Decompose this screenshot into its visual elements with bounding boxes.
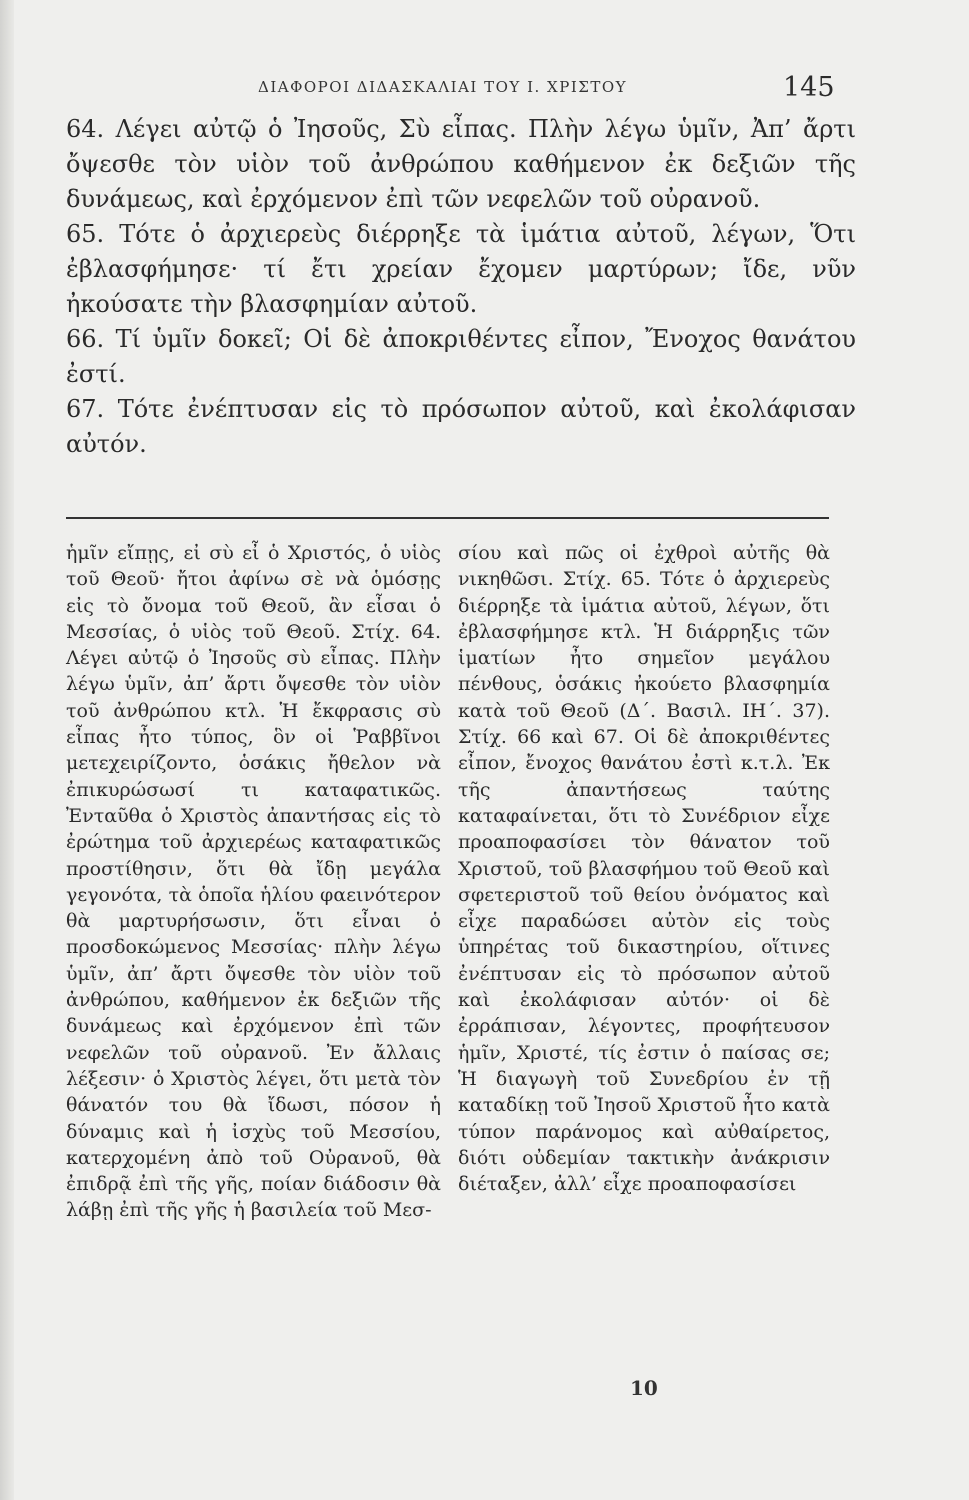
page-edge: [0, 0, 14, 1500]
verse-65: 65. Τότε ὁ ἀρχιερεὺς διέρρηξε τὰ ἱμάτια αὐτοῦ, λέγων, Ὅτι ἐβλασφήμησε· τί ἔτι χρείαν ἔχομεν μαρτύρων; ἴδε, νῦν ἠκούσατε τὴν βλασφημίαν αὐτοῦ.: [66, 220, 856, 318]
verse-66: 66. Τί ὑμῖν δοκεῖ; Οἱ δὲ ἀποκριθέντες εἶπον, Ἔνοχος θανάτου ἐστί.: [66, 325, 856, 388]
section-divider: [66, 517, 829, 519]
verse-64: 64. Λέγει αὐτῷ ὁ Ἰησοῦς, Σὺ εἶπας. Πλὴν λέγω ὑμῖν, Ἀπ’ ἄρτι ὄψεσθε τὸν υἱὸν τοῦ ἀνθρώπου καθήμενον ἐκ δεξιῶν τῆς δυνάμεως, καὶ ἐρχόμενον ἐπὶ τῶν νεφελῶν τοῦ οὐρανοῦ.: [66, 115, 856, 213]
commentary-right-column: [458, 540, 830, 1197]
commentary-left-column: [66, 540, 441, 1224]
verse-67: 67. Τότε ἐνέπτυσαν εἰς τὸ πρόσωπον αὐτοῦ, καὶ ἐκολάφισαν αὐτόν.: [66, 395, 856, 458]
commentary-left-text: ἡμῖν εἴπῃς, εἰ σὺ εἶ ὁ Χριστός, ὁ υἱὸς τοῦ Θεοῦ· ἤτοι ἀφίνω σὲ νὰ ὁμόσῃς εἰς τὸ ὄνομα τοῦ Θεοῦ, ἂν εἶσαι ὁ Μεσσίας, ὁ υἱὸς τοῦ Θεοῦ. Στίχ. 64. Λέγει αὐτῷ ὁ Ἰησοῦς σὺ εἶπας. Πλὴν λέγω ὑμῖν, ἀπ’ ἄρτι ὄψεσθε τὸν υἱὸν τοῦ ἀνθρώπου κτλ. Ἡ ἔκφρασις σὺ εἶπας ἦτο τύπος, ὃν οἱ Ῥαββῖνοι μετεχειρίζοντο, ὁσάκις ἤθελον νὰ ἐπικυρώσωσί τι καταφατικῶς. Ἐνταῦθα ὁ Χριστὸς ἀπαντήσας εἰς τὸ ἐρώτημα τοῦ ἀρχιερέως καταφατικῶς προστίθησιν, ὅτι θὰ ἴδῃ μεγάλα γεγονότα, τὰ ὁποῖα ἡλίου φαεινότερον θὰ μαρτυρήσωσιν, ὅτι εἶναι ὁ προσδοκώμενος Μεσσίας· πλὴν λέγω ὑμῖν, ἀπ’ ἄρτι ὄψεσθε τὸν υἱὸν τοῦ ἀνθρώπου, καθήμενον ἐκ δεξιῶν τῆς δυνάμεως καὶ ἐρχόμενον ἐπὶ τῶν νεφελῶν τοῦ οὐρανοῦ. Ἐν ἄλλαις λέξεσιν· ὁ Χριστὸς λέγει, ὅτι μετὰ τὸν θάνατόν του θὰ ἴδωσι, πόσον ἡ δύναμις καὶ ἡ ἰσχὺς τοῦ Μεσσίου, κατερχομένη ἀπὸ τοῦ Οὐρανοῦ, θὰ ἐπιδρᾷ ἐπὶ τῆς γῆς, ποίαν διάδοσιν θὰ λάβῃ ἐπὶ τῆς γῆς ἡ βασιλεία τοῦ Μεσ-: [66, 542, 441, 1222]
commentary-right-text: σίου καὶ πῶς οἱ ἐχθροὶ αὐτῆς θὰ νικηθῶσι. Στίχ. 65. Τότε ὁ ἀρχιερεὺς διέρρηξε τὰ ἱμάτια αὐτοῦ, λέγων, ὅτι ἐβλασφήμησε κτλ. Ἡ διάρρηξις τῶν ἱματίων ἦτο σημεῖον μεγάλου πένθους, ὁσάκις ἠκούετο βλασφημία κατὰ τοῦ Θεοῦ (Δ΄. Βασιλ. ΙΗ΄. 37). Στίχ. 66 καὶ 67. Οἱ δὲ ἀποκριθέντες εἶπον, ἔνοχος θανάτου ἐστὶ κ.τ.λ. Ἐκ τῆς ἀπαντήσεως ταύτης καταφαίνεται, ὅτι τὸ Συνέδριον εἶχε προαποφασίσει τὸν θάνατον τοῦ Χριστοῦ, τοῦ βλασφήμου τοῦ Θεοῦ καὶ σφετεριστοῦ τοῦ θείου ὀνόματος καὶ εἶχε παραδώσει αὐτὸν εἰς τοὺς ὑπηρέτας τοῦ δικαστηρίου, οἵτινες ἐνέπτυσαν εἰς τὸ πρόσωπον αὐτοῦ καὶ ἐκολάφισαν αὐτόν· οἱ δὲ ἐρράπισαν, λέγοντες, προφήτευσον ἡμῖν, Χριστέ, τίς ἐστιν ὁ παίσας σε; Ἡ διαγωγὴ τοῦ Συνεδρίου ἐν τῇ καταδίκῃ τοῦ Ἰησοῦ Χριστοῦ ἦτο κατὰ τύπον παράνομος καὶ αὐθαίρετος, διότι οὐδεμίαν τακτικὴν ἀνάκρισιν διέταξεν, ἀλλ’ εἶχε προαποφασίσει: [458, 542, 830, 1196]
page-number: 145: [783, 72, 835, 103]
signature-mark: 10: [630, 1376, 658, 1400]
main-text: [66, 112, 856, 462]
running-title: ΔΙΑΦΟΡΟΙ ΔΙΔΑΣΚΑΛΙΑΙ ΤΟΥ Ι. ΧΡΙΣΤΟΥ: [258, 78, 628, 96]
running-head: [0, 72, 969, 112]
